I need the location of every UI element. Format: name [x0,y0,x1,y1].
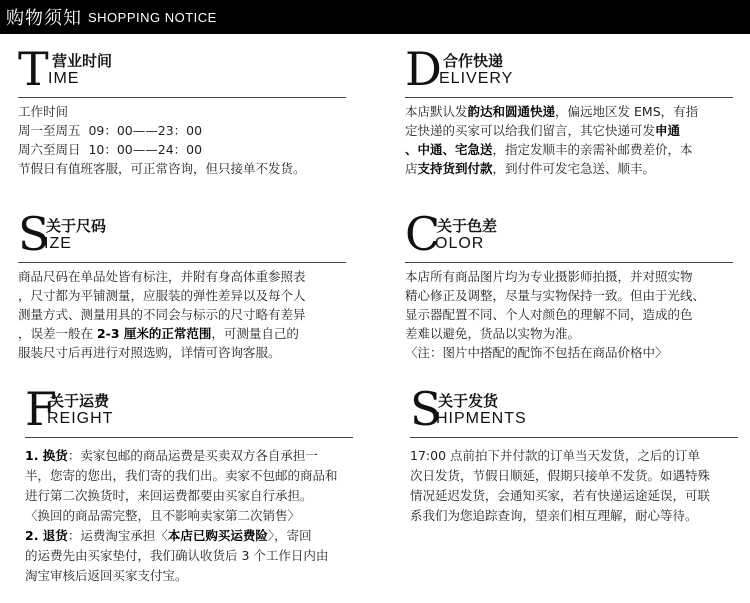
section-freight-body [25,446,355,586]
text-line: 1. 换货：卖家包邮的商品运费是买卖双方各自承担一 [25,448,318,463]
text-line: 周六至周日 10：00——24：00 [18,142,203,157]
section-freight-heading [25,382,355,436]
text-line: 〈换回的商品需完整，且不影响卖家第二次销售〉 [25,508,301,523]
section-divider [405,97,733,98]
text-line: 2. 退货：运费淘宝承担〈本店已购买运费险〉，寄回 [25,528,312,543]
section-shipments [410,382,740,523]
header-title-en: SHOPPING NOTICE [88,9,217,25]
section-size-body [18,267,348,362]
section-color-heading [405,207,735,261]
section-title-cn: 关于运费 [49,392,110,410]
section-divider [405,262,733,263]
section-delivery [405,42,735,176]
text-line: 店支持货到付款，到付件可发宅急送、顺丰。 [405,161,656,176]
text-line: 服装尺寸后再进行对照选购，详情可咨询客服。 [18,345,281,360]
section-divider [25,437,353,438]
text-line: 半，您寄的您出，我们寄的我们出。卖家不包邮的商品和 [25,468,338,483]
section-title-en: OLOR [435,235,485,252]
section-title-en: REIGHT [47,410,114,427]
section-title-cn: 合作快递 [443,52,504,70]
section-color [405,207,735,360]
section-delivery-body [405,102,735,178]
section-divider [18,262,346,263]
text-line: 、中通、宅急送，指定发顺丰的亲需补邮费差价，本 [405,142,693,157]
section-title-cn: 关于发货 [438,392,499,410]
section-size [18,207,348,360]
section-title-cn: 关于尺码 [46,217,107,235]
text-line: 差难以避免，货品以实物为准。 [405,326,581,341]
section-divider [410,437,738,438]
text-line: 进行第二次换货时，来回运费都要由买家自行承担。 [25,488,313,503]
section-title-en: ELIVERY [439,70,514,87]
text-line: 周一至周五 09：00——23：00 [18,123,203,138]
notice-header [0,0,750,34]
section-time [18,42,348,176]
section-title-en: HIPMENTS [436,410,527,427]
text-line: 工作时间 [18,104,69,119]
section-title-en: IME [48,70,80,87]
section-initial: D [405,42,442,96]
text-line: 系我们为您追踪查询，望亲们相互理解，耐心等待。 [410,508,698,523]
section-shipments-body [410,446,740,526]
text-line: ，尺寸都为平铺测量，应服装的弹性差异以及每个人 [18,288,306,303]
text-line: 的运费先由买家垫付，我们确认收货后 3 个工作日内由 [25,548,329,563]
section-initial: T [18,42,49,96]
section-size-heading [18,207,348,261]
section-initial: S [410,382,442,436]
section-time-heading [18,42,348,96]
section-delivery-heading [405,42,735,96]
section-color-body [405,267,735,362]
section-initial: S [18,207,50,261]
text-line: 〈注：图片中搭配的配饰不包括在商品价格中〉 [405,345,668,360]
text-line: 淘宝审核后返回买家支付宝。 [25,568,188,583]
text-line: 精心修正及调整，尽量与实物保持一致。但由于光线、 [405,288,706,303]
text-line: 17:00 点前拍下并付款的订单当天发货，之后的订单 [410,448,700,463]
text-line: 本店所有商品图片均为专业摄影师拍摄，并对照实物 [405,269,693,284]
text-line: 情况延迟发货，会通知买家，若有快递运途延误，可联 [410,488,711,503]
text-line: 次日发货，节假日顺延，假期只接单不发货。如遇特殊 [410,468,711,483]
text-line: 定快递的买家可以给我们留言，其它快递可发申通 [405,123,681,138]
section-time-body [18,102,348,178]
section-title-en: IZE [44,235,72,252]
section-title-cn: 营业时间 [52,52,113,70]
section-freight [25,382,355,583]
text-line: ，误差一般在 2-3 厘米的正常范围，可测量自己的 [18,326,299,341]
text-line: 本店默认发韵达和圆通快递，偏远地区发 EMS，有指 [405,104,699,119]
text-line: 测量方式、测量用具的不同会与标示的尺寸略有差异 [18,307,306,322]
text-line: 商品尺码在单品处皆有标注，并附有身高体重参照表 [18,269,306,284]
header-title-cn: 购物须知 [6,8,82,29]
section-divider [18,97,346,98]
section-title-cn: 关于色差 [437,217,498,235]
section-initial: C [405,207,441,261]
section-shipments-heading [410,382,740,436]
text-line: 显示器配置不同、个人对颜色的理解不同，造成的色 [405,307,693,322]
text-line: 节假日有值班客服，可正常咨询，但只接单不发货。 [18,161,306,176]
section-initial: F [25,382,57,436]
